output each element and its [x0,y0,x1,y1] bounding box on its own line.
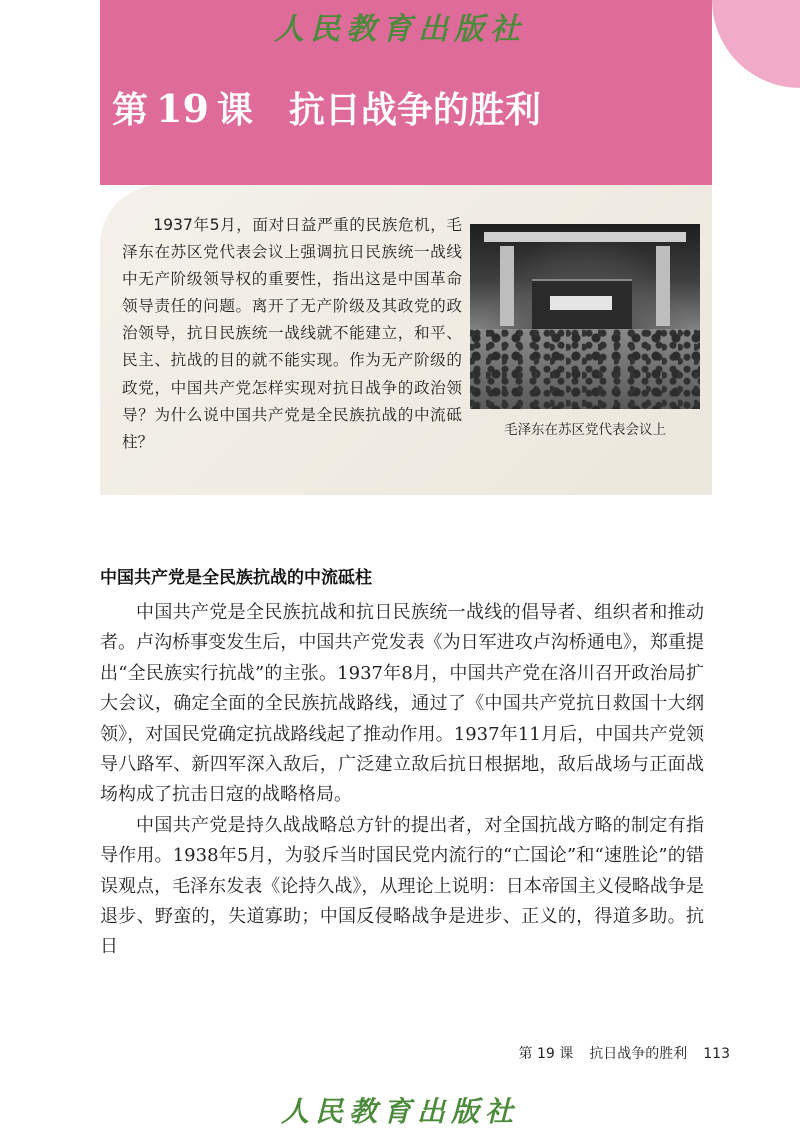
paragraph-2: 中国共产党是持久战战略总方针的提出者，对全国抗战方略的制定有指导作用。1938年5月，为驳斥当时国民党内流行的“亡国论”和“速胜论”的错误观点，毛泽东发表《论持久战》，从理论上说明：日本帝国主义侵略战争是退步、野蛮的，失道寡助；中国反侵略战争是进步、正义的，得道多助。抗日 [100,814,704,958]
photo-table [550,296,612,310]
photo-column-right [656,246,670,326]
page-number: 113 [703,1046,730,1062]
photo-column-left [500,246,514,326]
body-text [100,598,704,963]
footer-lesson-label: 第 19 课 [518,1046,574,1062]
page-footer [519,1043,730,1063]
publisher-logo-bottom: 人民教育出版社 [280,1095,519,1128]
photo-banner [484,232,686,242]
photo-caption: 毛泽东在苏区党代表会议上 [504,422,666,438]
section-heading: 中国共产党是全民族抗战的中流砥柱 [100,568,372,588]
photo-crowd [470,329,700,409]
paragraph-1: 中国共产党是全民族抗战和抗日民族统一战线的倡导者、组织者和推动者。卢沟桥事变发生后，中国共产党发表《为日军进攻卢沟桥通电》，郑重提出“全民族实行抗战”的主张。1937年8月，中国共产党在洛川召开政治局扩大会议，确定全面的全民族抗战路线，通过了《中国共产党抗日救国十大纲领》，对国民党确定抗战路线起了推动作用。1937年11月后，中国共产党领导八路军、新四军深入敌后，广泛建立敌后抗日根据地，敌后战场与正面战场构成了抗击日寇的战略格局。 [100,602,704,806]
lesson-label-prefix: 第 [112,89,149,131]
lesson-title [112,82,541,133]
lesson-label-suffix: 课 [216,89,253,131]
footer-lesson-title: 抗日战争的胜利 [589,1046,688,1062]
lesson-number: 19 [156,86,209,131]
publisher-logo-top: 人民教育出版社 [274,12,526,47]
intro-text: 1937年5月，面对日益严重的民族危机，毛泽东在苏区党代表会议上强调抗日民族统一战线中无产阶级领导权的重要性，指出这是中国革命领导责任的问题。离开了无产阶级及其政党的政治领导，抗日民族统一战线就不能建立，和平、民主、抗战的目的就不能实现。作为无产阶级的政党，中国共产党怎样实现对抗日战争的政治领导？为什么说中国共产党是全民族抗战的中流砥柱？ [122,216,462,451]
meeting-photo [470,224,700,409]
lesson-title-text: 抗日战争的胜利 [288,89,541,131]
